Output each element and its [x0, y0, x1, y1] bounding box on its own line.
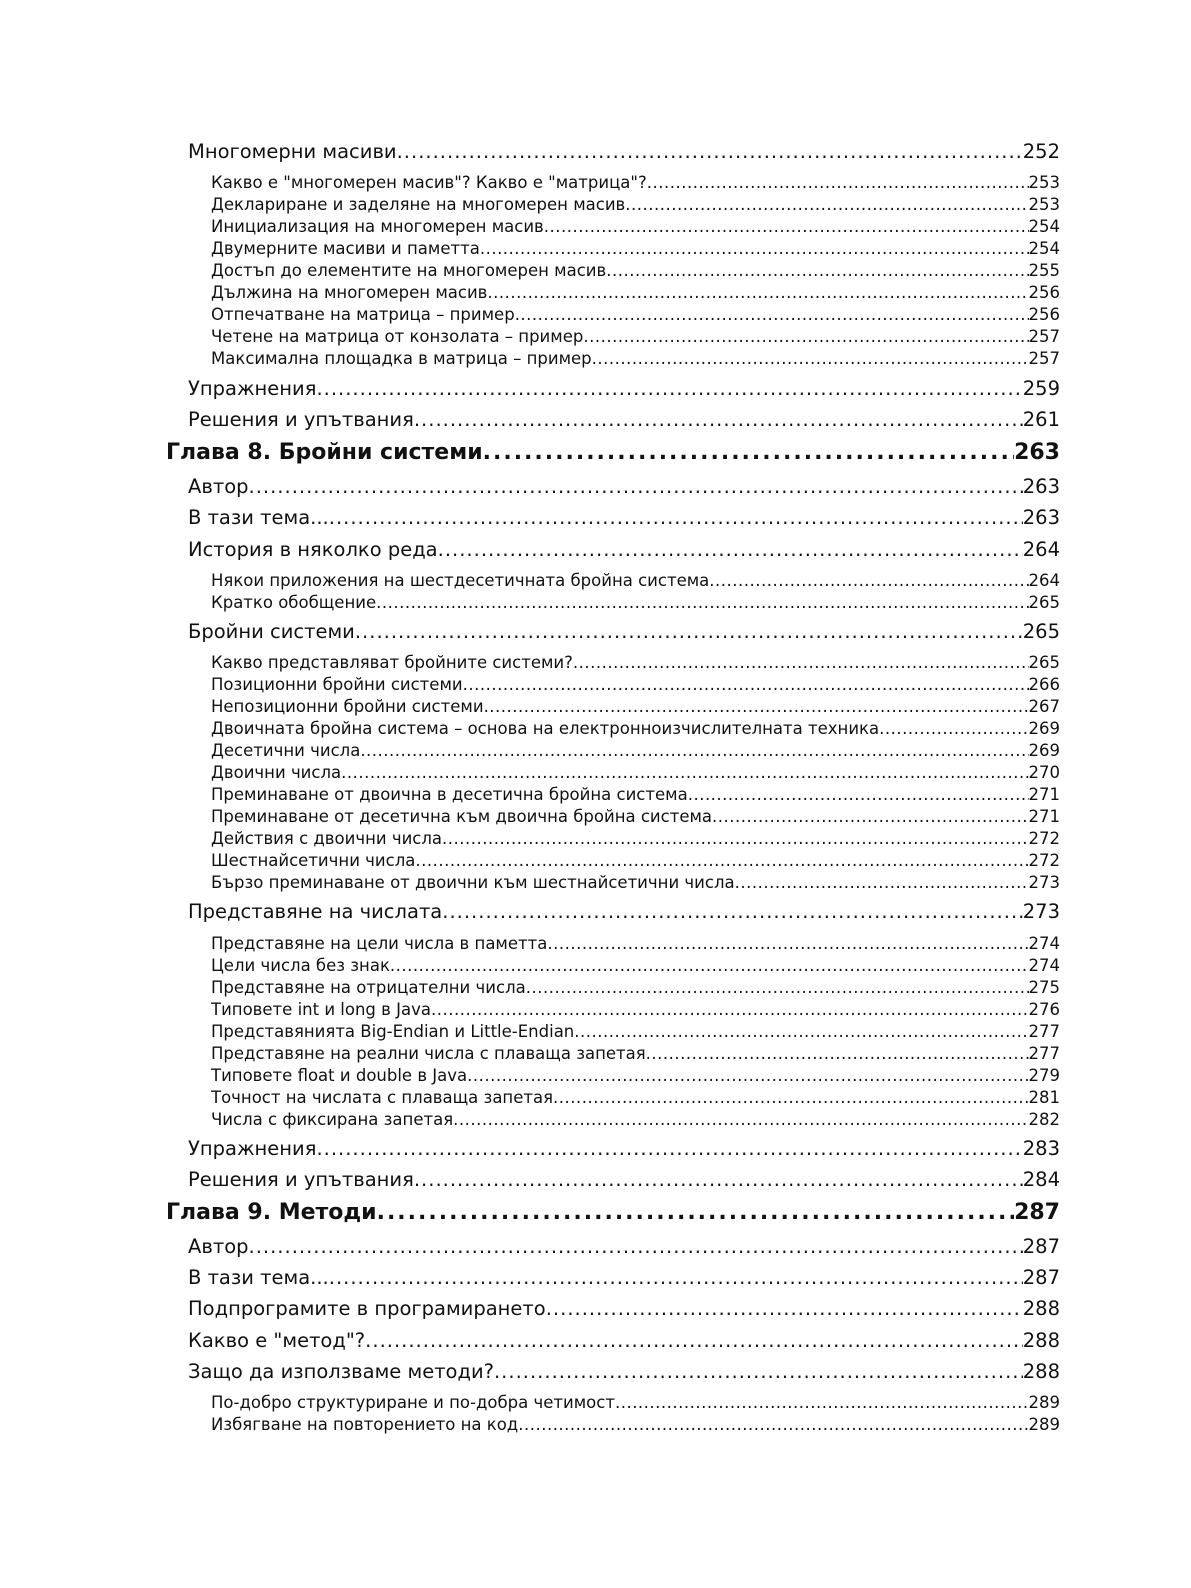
dot-leader: [467, 1066, 1028, 1085]
toc-entry-title: Непозиционни бройни системи: [211, 697, 484, 716]
toc-entry-title: Типовете float и double в Java: [211, 1066, 468, 1085]
toc-entry-page-number: 254: [1028, 239, 1060, 258]
toc-entry-title: Представяне на цели числа в паметта: [211, 934, 548, 953]
toc-entry-title: Числа с фиксирана запетая: [211, 1110, 454, 1129]
dot-leader: [365, 1329, 1023, 1352]
toc-subsection-entry[interactable]: [211, 327, 1060, 346]
toc-entry-page-number: 272: [1028, 851, 1060, 870]
toc-entry-page-number: 263: [1022, 475, 1060, 498]
dot-leader: [249, 1235, 1023, 1258]
toc-entry-title: Преминаване от десетична към двоична бройна система: [211, 807, 713, 826]
dot-leader: [484, 697, 1029, 716]
toc-subsection-entry[interactable]: [211, 785, 1060, 804]
toc-entry-page-number: 288: [1022, 1360, 1060, 1383]
toc-subsection-entry[interactable]: [211, 195, 1060, 214]
toc-entry-page-number: 279: [1028, 1066, 1060, 1085]
toc-entry-page-number: 264: [1028, 571, 1060, 590]
toc-entry-page-number: 289: [1028, 1415, 1060, 1434]
toc-subsection-entry[interactable]: [211, 593, 1060, 612]
dot-leader: [547, 934, 1028, 953]
toc-subsection-entry[interactable]: [211, 1088, 1060, 1107]
dot-leader: [592, 349, 1029, 368]
dot-leader: [377, 1200, 1014, 1225]
toc-entry-title: Глава 9. Методи: [166, 1200, 377, 1225]
toc-section-entry[interactable]: [188, 1235, 1060, 1258]
toc-subsection-entry[interactable]: [211, 1044, 1060, 1063]
dot-leader: [709, 571, 1028, 590]
toc-subsection-entry[interactable]: [211, 1022, 1060, 1041]
dot-leader: [360, 741, 1028, 760]
toc-subsection-entry[interactable]: [211, 807, 1060, 826]
toc-entry-page-number: 277: [1028, 1044, 1060, 1063]
toc-subsection-entry[interactable]: [211, 305, 1060, 324]
toc-subsection-entry[interactable]: [211, 675, 1060, 694]
toc-entry-title: Дължина на многомерен масив: [211, 283, 488, 302]
dot-leader: [546, 1297, 1023, 1320]
toc-entry-page-number: 265: [1028, 653, 1060, 672]
toc-entry-page-number: 255: [1028, 261, 1060, 280]
dot-leader: [544, 217, 1029, 236]
dot-leader: [442, 900, 1023, 923]
toc-subsection-entry[interactable]: [211, 873, 1060, 892]
toc-entry-title: Точност на числата с плаваща запетая: [211, 1088, 554, 1107]
toc-section-entry[interactable]: [188, 1168, 1060, 1191]
toc-entry-page-number: 287: [1014, 1200, 1060, 1225]
toc-subsection-entry[interactable]: [211, 239, 1060, 258]
toc-entry-page-number: 253: [1028, 173, 1060, 192]
toc-entry-title: По-добро структуриране и по-добра четимост: [211, 1393, 615, 1412]
toc-entry-title: Цели числа без знак: [211, 956, 390, 975]
toc-subsection-entry[interactable]: [211, 719, 1060, 738]
dot-leader: [515, 305, 1029, 324]
toc-entry-title: Позиционни бройни системи: [211, 675, 463, 694]
toc-subsection-entry[interactable]: [211, 763, 1060, 782]
dot-leader: [453, 1110, 1028, 1129]
toc-entry-title: Решения и упътвания: [188, 408, 414, 431]
toc-section-entry[interactable]: [188, 1297, 1060, 1320]
dot-leader: [414, 408, 1023, 431]
dot-leader: [735, 873, 1029, 892]
toc-subsection-entry[interactable]: [211, 217, 1060, 236]
toc-section-entry[interactable]: [188, 1360, 1060, 1383]
toc-section-entry[interactable]: [188, 620, 1060, 643]
dot-leader: [518, 1415, 1028, 1434]
toc-entry-page-number: 263: [1014, 440, 1060, 465]
toc-subsection-entry[interactable]: [211, 173, 1060, 192]
toc-entry-page-number: 254: [1028, 217, 1060, 236]
toc-entry-title: Какво е "многомерен масив"? Какво е "матрица"?: [211, 173, 647, 192]
toc-entry-page-number: 272: [1028, 829, 1060, 848]
toc-section-entry[interactable]: [188, 1266, 1060, 1289]
toc-entry-page-number: 274: [1028, 956, 1060, 975]
dot-leader: [480, 239, 1029, 258]
dot-leader: [574, 1022, 1028, 1041]
toc-entry-title: Представянията Big-Endian и Little-Endian: [211, 1022, 575, 1041]
toc-subsection-entry[interactable]: [211, 1110, 1060, 1129]
toc-entry-title: Какво представляват бройните системи?: [211, 653, 573, 672]
toc-entry-page-number: 284: [1022, 1168, 1060, 1191]
dot-leader: [438, 538, 1023, 561]
toc-section-entry[interactable]: [188, 506, 1060, 529]
toc-entry-page-number: 287: [1022, 1235, 1060, 1258]
toc-entry-title: Инициализация на многомерен масив: [211, 217, 544, 236]
toc-entry-page-number: 266: [1028, 675, 1060, 694]
toc-entry-page-number: 267: [1028, 697, 1060, 716]
toc-entry-title: Какво е "метод"?: [188, 1329, 366, 1352]
toc-section-entry[interactable]: [188, 1329, 1060, 1352]
toc-subsection-entry[interactable]: [211, 956, 1060, 975]
toc-subsection-entry[interactable]: [211, 741, 1060, 760]
toc-entry-page-number: 282: [1028, 1110, 1060, 1129]
toc-entry-page-number: 259: [1022, 377, 1060, 400]
toc-entry-page-number: 270: [1028, 763, 1060, 782]
toc-entry-page-number: 273: [1028, 873, 1060, 892]
dot-leader: [583, 327, 1028, 346]
dot-leader: [483, 440, 1014, 465]
toc-entry-title: Четене на матрица от конзолата – пример: [211, 327, 584, 346]
dot-leader: [341, 763, 1028, 782]
toc-subsection-entry[interactable]: [211, 1393, 1060, 1412]
toc-entry-page-number: 269: [1028, 719, 1060, 738]
toc-subsection-entry[interactable]: [211, 349, 1060, 368]
toc-entry-page-number: 289: [1028, 1393, 1060, 1412]
toc-entry-page-number: 271: [1028, 807, 1060, 826]
toc-entry-title: Максимална площадка в матрица – пример: [211, 349, 592, 368]
dot-leader: [573, 653, 1029, 672]
toc-entry-title: Бързо преминаване от двоични към шестнайсетични числа: [211, 873, 735, 892]
toc-entry-page-number: 288: [1022, 1297, 1060, 1320]
toc-entry-title: Автор: [188, 1235, 249, 1258]
toc-entry-page-number: 253: [1028, 195, 1060, 214]
toc-entry-title: Защо да използваме методи?: [188, 1360, 494, 1383]
dot-leader: [355, 620, 1023, 643]
toc-entry-title: Двоичната бройна система – основа на електронноизчислителната техника: [211, 719, 880, 738]
dot-leader: [526, 978, 1029, 997]
toc-subsection-entry[interactable]: [211, 978, 1060, 997]
toc-subsection-entry[interactable]: [211, 829, 1060, 848]
dot-leader: [606, 261, 1028, 280]
dot-leader: [712, 807, 1028, 826]
toc-subsection-entry[interactable]: [211, 934, 1060, 953]
dot-leader: [615, 1393, 1029, 1412]
toc-entry-title: Деклариране и заделяне на многомерен масив: [211, 195, 626, 214]
toc-entry-title: Автор: [188, 475, 249, 498]
toc-entry-title: В тази тема...: [188, 506, 329, 529]
toc-entry-title: Представяне на числата: [188, 900, 443, 923]
dot-leader: [688, 785, 1029, 804]
toc-subsection-entry[interactable]: [211, 697, 1060, 716]
toc-subsection-entry[interactable]: [211, 1415, 1060, 1434]
toc-entry-page-number: 265: [1022, 620, 1060, 643]
toc-entry-page-number: 269: [1028, 741, 1060, 760]
toc-subsection-entry[interactable]: [211, 851, 1060, 870]
toc-entry-page-number: 261: [1022, 408, 1060, 431]
dot-leader: [329, 506, 1023, 529]
toc-entry-page-number: 257: [1028, 327, 1060, 346]
toc-subsection-entry[interactable]: [211, 571, 1060, 590]
toc-entry-page-number: 257: [1028, 349, 1060, 368]
toc-entry-title: Многомерни масиви: [188, 140, 397, 163]
toc-entry-title: Двумерните масиви и паметта: [211, 239, 480, 258]
dot-leader: [625, 195, 1028, 214]
toc-entry-title: Двоични числа: [211, 763, 342, 782]
dot-leader: [553, 1088, 1028, 1107]
toc-entry-page-number: 252: [1022, 140, 1060, 163]
dot-leader: [249, 475, 1023, 498]
dot-leader: [390, 956, 1029, 975]
toc-entry-title: Подпрограмите в програмирането: [188, 1297, 546, 1320]
toc-entry-page-number: 283: [1022, 1137, 1060, 1160]
toc-subsection-entry[interactable]: [211, 283, 1060, 302]
toc-entry-page-number: 256: [1028, 283, 1060, 302]
dot-leader: [316, 377, 1022, 400]
toc-entry-page-number: 264: [1022, 538, 1060, 561]
toc-entry-title: Кратко обобщение: [211, 593, 377, 612]
toc-section-entry[interactable]: [188, 475, 1060, 498]
toc-entry-title: Достъп до елементите на многомерен масив: [211, 261, 607, 280]
toc-entry-title: Отпечатване на матрица – пример: [211, 305, 515, 324]
dot-leader: [463, 675, 1029, 694]
toc-entry-title: Преминаване от двоична в десетична бройна система: [211, 785, 688, 804]
dot-leader: [397, 140, 1023, 163]
dot-leader: [494, 1360, 1023, 1383]
toc-subsection-entry[interactable]: [211, 1000, 1060, 1019]
toc-chapter-entry[interactable]: [166, 440, 1060, 465]
dot-leader: [415, 851, 1028, 870]
toc-entry-page-number: 273: [1022, 900, 1060, 923]
toc-entry-title: Някои приложения на шестдесетичната бройна система: [211, 571, 710, 590]
toc-entry-title: Избягване на повторението на код: [211, 1415, 519, 1434]
toc-subsection-entry[interactable]: [211, 653, 1060, 672]
toc-entry-page-number: 274: [1028, 934, 1060, 953]
dot-leader: [647, 173, 1029, 192]
toc-entry-page-number: 263: [1022, 506, 1060, 529]
toc-section-entry[interactable]: [188, 377, 1060, 400]
dot-leader: [376, 593, 1028, 612]
toc-section-entry[interactable]: [188, 900, 1060, 923]
toc-entry-title: В тази тема...: [188, 1266, 329, 1289]
toc-entry-title: Типовете int и long в Java: [211, 1000, 431, 1019]
dot-leader: [414, 1168, 1023, 1191]
toc-entry-title: Десетични числа: [211, 741, 361, 760]
toc-entry-page-number: 275: [1028, 978, 1060, 997]
toc-entry-title: Глава 8. Бройни системи: [166, 440, 483, 465]
dot-leader: [329, 1266, 1023, 1289]
toc-entry-title: История в няколко реда: [188, 538, 438, 561]
dot-leader: [431, 1000, 1029, 1019]
toc-entry-page-number: 277: [1028, 1022, 1060, 1041]
dot-leader: [316, 1137, 1022, 1160]
toc-section-entry[interactable]: [188, 538, 1060, 561]
toc-entry-title: Представяне на реални числа с плаваща запетая: [211, 1044, 646, 1063]
toc-subsection-entry[interactable]: [211, 261, 1060, 280]
toc-entry-page-number: 256: [1028, 305, 1060, 324]
toc-section-entry[interactable]: [188, 140, 1060, 163]
toc-section-entry[interactable]: [188, 408, 1060, 431]
toc-entry-title: Действия с двоични числа: [211, 829, 443, 848]
dot-leader: [442, 829, 1028, 848]
toc-entry-title: Решения и упътвания: [188, 1168, 414, 1191]
toc-entry-title: Бройни системи: [188, 620, 355, 643]
toc-entry-page-number: 265: [1028, 593, 1060, 612]
toc-entry-title: Упражнения: [188, 1137, 317, 1160]
dot-leader: [646, 1044, 1029, 1063]
toc-entry-page-number: 271: [1028, 785, 1060, 804]
toc-entry-page-number: 288: [1022, 1329, 1060, 1352]
dot-leader: [487, 283, 1028, 302]
toc-entry-page-number: 287: [1022, 1266, 1060, 1289]
toc-entry-title: Упражнения: [188, 377, 317, 400]
toc-entry-title: Представяне на отрицателни числа: [211, 978, 526, 997]
toc-chapter-entry[interactable]: [166, 1200, 1060, 1225]
toc-entry-page-number: 276: [1028, 1000, 1060, 1019]
toc-section-entry[interactable]: [188, 1137, 1060, 1160]
dot-leader: [879, 719, 1028, 738]
toc-entry-title: Шестнайсетични числа: [211, 851, 416, 870]
toc-subsection-entry[interactable]: [211, 1066, 1060, 1085]
toc-entry-page-number: 281: [1028, 1088, 1060, 1107]
